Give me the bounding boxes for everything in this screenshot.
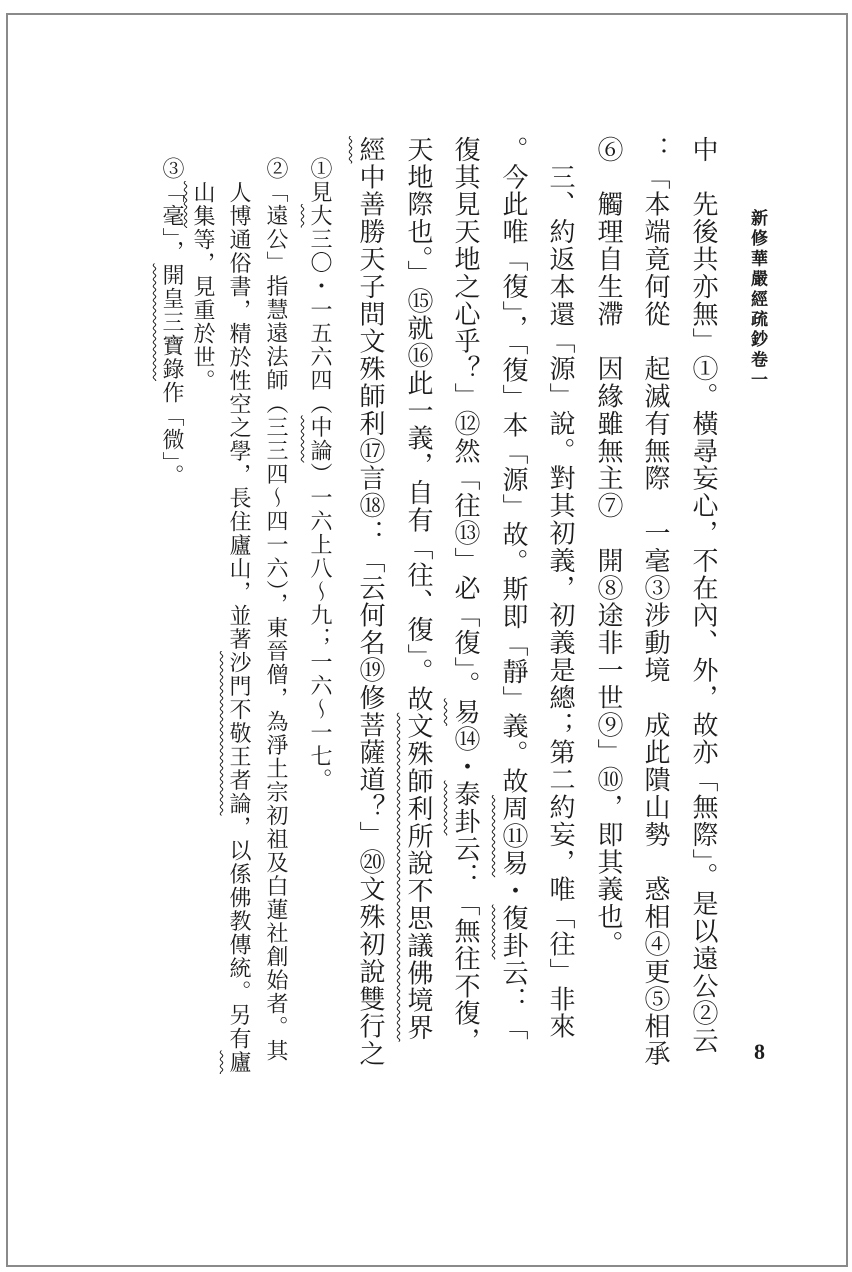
book-title-marked-text: 經 xyxy=(356,136,385,164)
text-run: ②「遠公」指慧遠法師（三三四～四一六），東晉僧，為淨土宗初祖及白蓮社創始者。其 xyxy=(264,157,289,1063)
text-run: 三、約返本還「源」說。對其初義，初義是總；第二約妄，唯「往」非來 xyxy=(546,136,575,1041)
main-text-column-7 xyxy=(395,136,442,1076)
text-run: ⑥ 觸理自生滯 因緣雖無主⑦ 開⑧途非一世⑨」⑩，即其義也。 xyxy=(594,136,623,958)
main-text-column-1 xyxy=(680,136,727,1076)
main-text-column-4 xyxy=(537,136,584,1076)
text-run: 天地際也。」⑮就⑯此一義，自有「往、復」。故 xyxy=(404,136,433,713)
book-title-marked-text: 沙門不敬王者論 xyxy=(227,651,252,816)
text-run: 作「微」。 xyxy=(160,381,185,488)
text-run: 等，見重於世。 xyxy=(191,228,216,393)
book-title-marked-text: 大 xyxy=(308,204,333,228)
page-number: 8 xyxy=(754,1039,765,1064)
text-run: 中 先後共亦無」①。橫尋妄心，不在內、外，故亦「無際」。是以遠公②云 xyxy=(689,136,718,1055)
book-title-marked-text: 周⑪易 xyxy=(499,795,528,878)
book-title-marked-text: 泰卦 xyxy=(451,780,480,836)
text-run: 人博通俗書，精於性空之學，長住廬山，並著 xyxy=(227,181,252,651)
text-run: 云：「 xyxy=(499,959,528,1042)
text-run: 云：「無往不復， xyxy=(451,835,480,1055)
text-run: 復其見天地之心乎？」⑫然「往⑬」必「復」。 xyxy=(451,136,480,699)
book-title-marked-text: 中論 xyxy=(308,415,333,463)
main-text-column-6 xyxy=(442,136,489,1076)
text-run: ：「本端竟何從 起滅有無際 一毫③涉動境 成此隤山勢 惑相④更⑤相承 xyxy=(641,136,670,1068)
book-title-marked-text: 山集 xyxy=(191,181,216,228)
text-run: ①見 xyxy=(308,157,333,204)
text-run: 。今此唯「復」，「復」本「源」故。斯即「靜」義。故 xyxy=(499,136,528,795)
main-text-column-8 xyxy=(347,136,394,1076)
text-run: 中善勝天子問文殊師利⑰言⑱：「云何名⑲修菩薩道？」⑳文殊初說雙行之 xyxy=(356,163,385,1068)
footnote-column-1 xyxy=(303,157,337,1087)
footnote-column-4 xyxy=(186,181,220,1111)
text-run: ，以係佛教傳統。另有 xyxy=(227,815,252,1051)
book-title-marked-text: 廬 xyxy=(227,1050,252,1074)
book-title-marked-text: 復卦 xyxy=(499,904,528,960)
book-title-marked-text: 文殊師利所說不思議佛境界 xyxy=(404,712,433,1042)
book-title-marked-text: 開皇三寶錄 xyxy=(160,263,185,381)
text-run: ③「毫」， xyxy=(160,157,185,264)
text-run: 三〇・一五六四（ xyxy=(308,227,333,416)
footnote-column-3 xyxy=(222,181,256,1111)
text-run: ・ xyxy=(499,877,528,905)
footnote-column-5 xyxy=(155,157,189,1087)
footnote-column-2 xyxy=(259,157,293,1087)
text-run: ）一六上八～九；一六～一七。 xyxy=(308,462,333,792)
main-text-column-2 xyxy=(632,136,679,1076)
running-title: 新修華嚴經疏鈔卷一 xyxy=(748,209,767,391)
main-text-column-5 xyxy=(490,136,537,1076)
text-run: ⑭・ xyxy=(451,725,480,781)
book-title-marked-text: 易 xyxy=(451,698,480,726)
main-text-column-3 xyxy=(585,136,632,1076)
